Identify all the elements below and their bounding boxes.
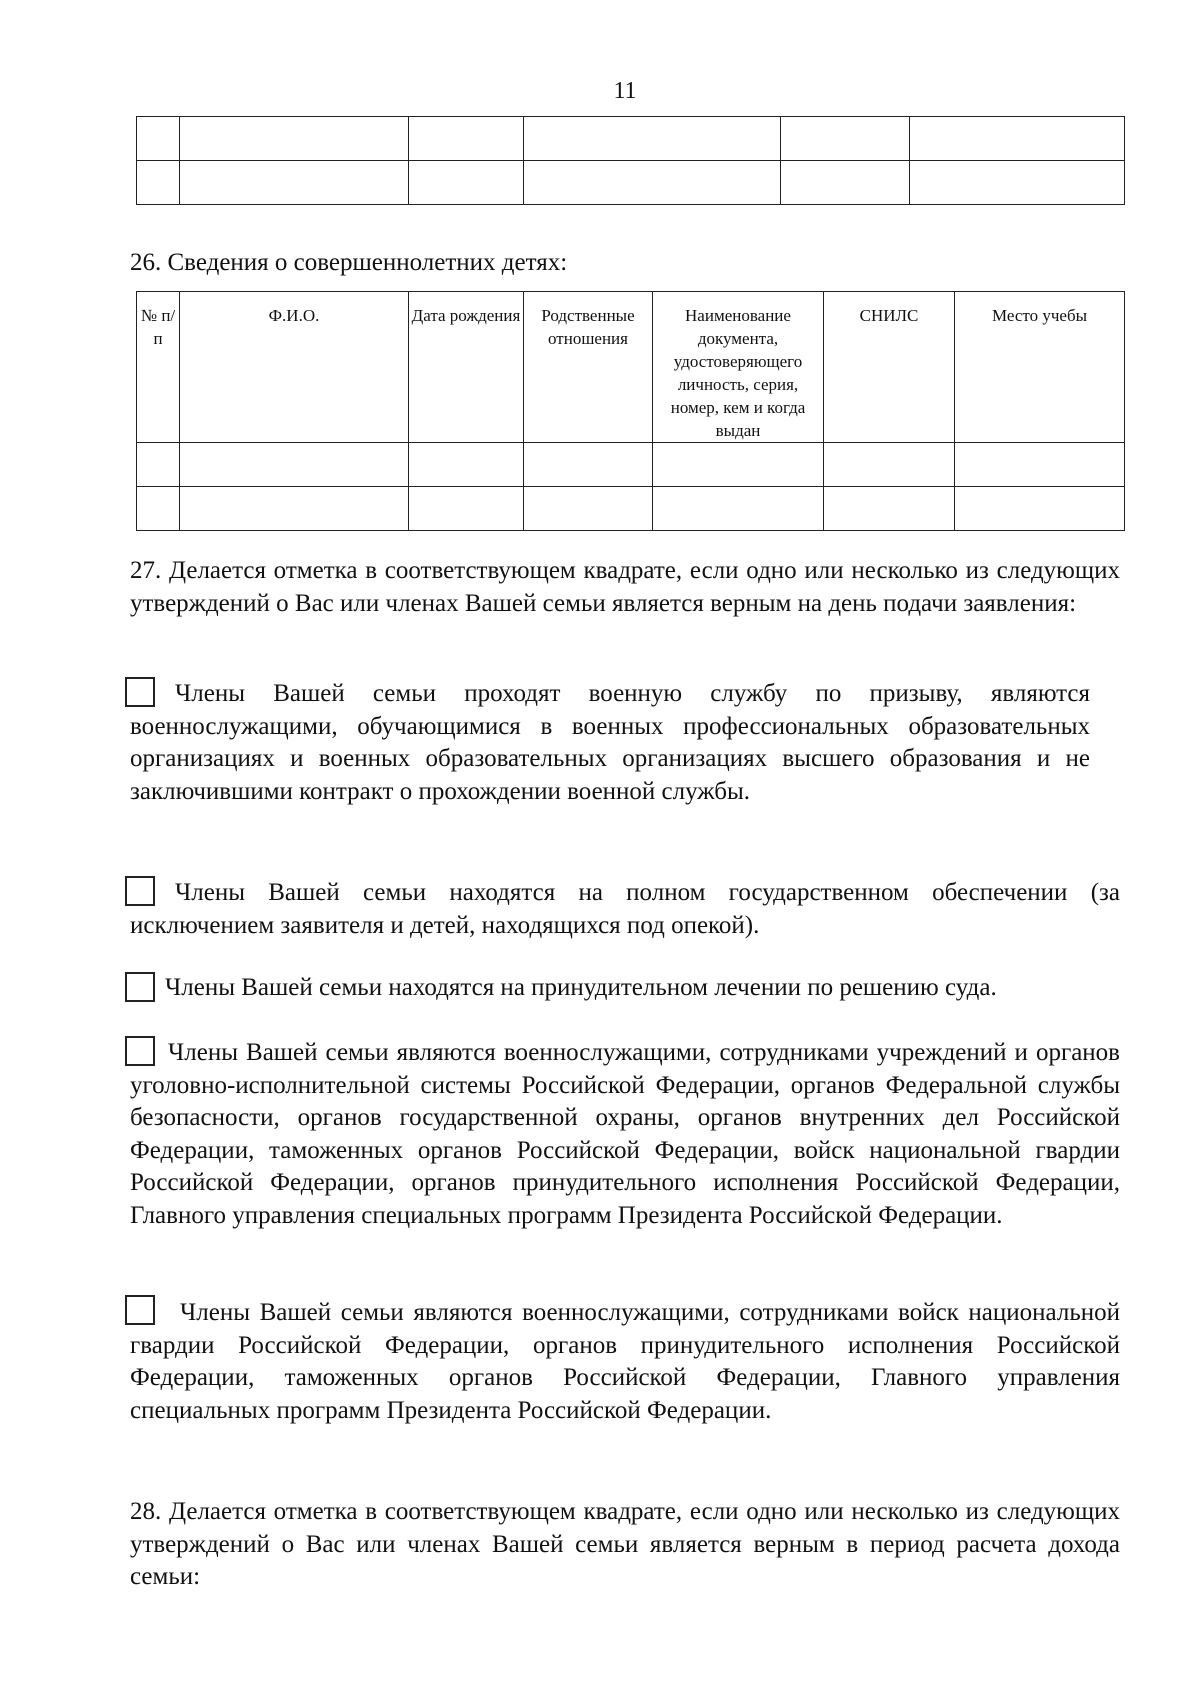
table-cell[interactable] xyxy=(180,443,409,487)
table-cell[interactable] xyxy=(137,161,180,205)
table-cell[interactable] xyxy=(409,161,524,205)
table-cell[interactable] xyxy=(910,161,1125,205)
continuation-table xyxy=(136,116,1125,205)
table-cell[interactable] xyxy=(524,117,781,161)
option-1-text: Члены Вашей семьи проходят военную службу по призыву, являются военнослужащими, обучающимися в военных профессиональных образовательных организациях и военных образовательных организациях высшего образования и не заключившими контракт о прохождении военной службы. xyxy=(130,680,1090,805)
table-cell[interactable] xyxy=(137,487,180,531)
column-header-place-of-study: Место учебы xyxy=(955,292,1125,443)
table-cell[interactable] xyxy=(180,487,409,531)
option-4-text: Члены Вашей семьи являются военнослужащими, сотрудниками учреждений и органов уголовно-исполнительной системы Российской Федерации, органов Федеральной службы безопасности, органов государственной охраны, органов внутренних дел Российской Федерации, таможенных органов Российской Федерации, войск национальной гвардии Российской Федерации, органов принудительного исполнения Российской Федерации, Главного управления специальных программ Президента Российской Федерации. xyxy=(130,1039,1120,1229)
table-cell[interactable] xyxy=(524,161,781,205)
table-cell[interactable] xyxy=(409,443,524,487)
table-header-row xyxy=(137,292,1125,443)
table-cell[interactable] xyxy=(409,117,524,161)
column-header-number: № п/п xyxy=(137,292,180,443)
option-3-text: Члены Вашей семьи находятся на принудительном лечении по решению суда. xyxy=(165,974,997,1001)
column-header-full-name: Ф.И.О. xyxy=(180,292,409,443)
table-row xyxy=(137,443,1125,487)
table-cell[interactable] xyxy=(653,443,824,487)
section-27-intro: 27. Делается отметка в соответствующем квадрате, если одно или несколько из следующих утверждений о Вас или членах Вашей семьи является верным на день подачи заявления: xyxy=(130,557,1120,617)
table-cell[interactable] xyxy=(824,487,955,531)
column-header-snils: СНИЛС xyxy=(824,292,955,443)
table-row xyxy=(137,487,1125,531)
table-cell[interactable] xyxy=(137,443,180,487)
page-number: 11 xyxy=(613,78,637,104)
table-row xyxy=(137,161,1125,205)
table-cell[interactable] xyxy=(180,117,409,161)
table-cell[interactable] xyxy=(137,117,180,161)
column-header-identity-document: Наименование документа, удостоверяющего личность, серия, номер, кем и когда выдан xyxy=(653,292,824,443)
table-cell[interactable] xyxy=(180,161,409,205)
section-26-heading: 26. Сведения о совершеннолетних детях: xyxy=(130,249,568,276)
table-cell[interactable] xyxy=(824,443,955,487)
table-row xyxy=(137,117,1125,161)
table-cell[interactable] xyxy=(781,117,910,161)
adult-children-table xyxy=(136,291,1125,531)
column-header-birth-date: Дата рождения xyxy=(409,292,524,443)
table-cell[interactable] xyxy=(955,443,1125,487)
table-cell[interactable] xyxy=(653,487,824,531)
table-cell[interactable] xyxy=(910,117,1125,161)
table-cell[interactable] xyxy=(524,443,653,487)
option-5-text: Члены Вашей семьи являются военнослужащими, сотрудниками войск национальной гвардии Российской Федерации, органов принудительного исполнения Российской Федерации, таможенных органов Российской Федерации, Главного управления специальных программ Президента Российской Федерации. xyxy=(130,1299,1120,1424)
table-cell[interactable] xyxy=(409,487,524,531)
table-cell[interactable] xyxy=(955,487,1125,531)
table-cell[interactable] xyxy=(781,161,910,205)
option-2-text: Члены Вашей семьи находятся на полном государственном обеспечении (за исключением заявителя и детей, находящихся под опекой). xyxy=(130,879,1120,939)
section-28-intro: 28. Делается отметка в соответствующем квадрате, если одно или несколько из следующих утверждений о Вас или членах Вашей семьи является верным в период расчета дохода семьи: xyxy=(130,1498,1120,1590)
table-cell[interactable] xyxy=(524,487,653,531)
column-header-relationship: Родственные отношения xyxy=(524,292,653,443)
